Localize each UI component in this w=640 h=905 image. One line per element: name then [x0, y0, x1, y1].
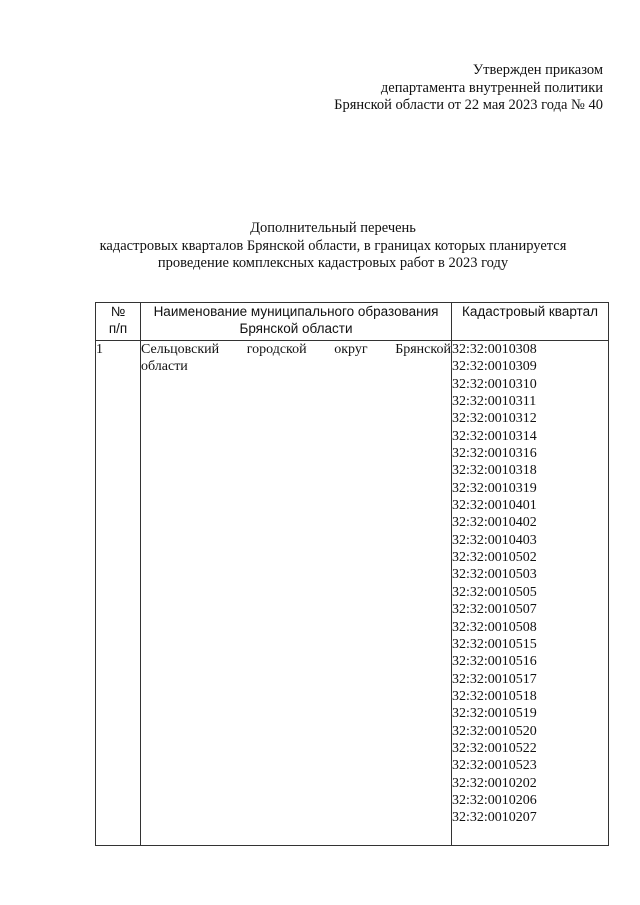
cadastral-quarter-item: 32:32:0010207 — [452, 810, 537, 826]
cadastral-quarter-item: 32:32:0010519 — [452, 706, 537, 722]
title-line-2: кадастровых кварталов Брянской области, в границах которых планируется — [99, 237, 567, 254]
title-line-1: Дополнительный перечень — [250, 220, 416, 236]
cadastral-quarters-table — [95, 302, 609, 846]
cadastral-quarter-item: 32:32:0010523 — [452, 758, 537, 774]
approval-line-3: Брянской области от 22 мая 2023 года № 40 — [334, 97, 603, 113]
municipality-name-line-2: области — [141, 359, 188, 375]
title-line-3: проведение комплексных кадастровых работ в 2023 году — [157, 255, 509, 271]
cadastral-quarter-item: 32:32:0010518 — [452, 688, 537, 704]
document-title — [0, 220, 640, 273]
column-header-number: № п/п — [96, 303, 141, 341]
column-header-municipality: Наименование муниципального образования Брянской области — [141, 303, 452, 341]
cadastral-quarter-item: 32:32:0010516 — [452, 654, 537, 670]
cadastral-quarter-item: 32:32:0010206 — [452, 792, 537, 808]
municipality-name — [141, 341, 452, 846]
cadastral-quarter-item: 32:32:0010402 — [452, 515, 537, 531]
cadastral-quarter-item: 32:32:0010308 — [452, 342, 537, 357]
approval-line-1: Утвержден приказом — [472, 62, 603, 78]
table-row — [96, 341, 609, 846]
cadastral-quarter-item: 32:32:0010202 — [452, 775, 537, 791]
cadastral-quarter-item: 32:32:0010311 — [452, 394, 537, 410]
row-number: 1 — [96, 341, 141, 846]
cadastral-quarter-item: 32:32:0010502 — [452, 550, 537, 566]
cadastral-quarter-item: 32:32:0010319 — [452, 480, 537, 496]
cadastral-quarter-item: 32:32:0010507 — [452, 602, 537, 618]
cadastral-quarter-item: 32:32:0010520 — [452, 723, 537, 739]
cadastral-quarter-list — [452, 341, 609, 846]
cadastral-quarter-item: 32:32:0010522 — [452, 740, 537, 756]
cadastral-quarter-item: 32:32:0010515 — [452, 636, 537, 652]
cadastral-quarter-item: 32:32:0010403 — [452, 532, 537, 548]
cadastral-quarter-item: 32:32:0010318 — [452, 463, 537, 479]
cadastral-quarter-item: 32:32:0010401 — [452, 498, 537, 514]
cadastral-quarter-item: 32:32:0010309 — [452, 359, 537, 375]
cadastral-quarter-item: 32:32:0010312 — [452, 411, 537, 427]
cadastral-quarter-item: 32:32:0010503 — [452, 567, 537, 583]
cadastral-quarter-item: 32:32:0010310 — [452, 376, 537, 392]
cadastral-quarter-item: 32:32:0010316 — [452, 446, 537, 462]
approval-line-2: департамента внутренней политики — [380, 79, 603, 96]
column-header-cadastral-quarter: Кадастровый квартал — [452, 303, 609, 341]
municipality-name-line-1: Сельцовский городской округ Брянской — [141, 342, 451, 357]
cadastral-quarter-item: 32:32:0010508 — [452, 619, 537, 635]
table-header-row — [96, 303, 609, 341]
cadastral-quarter-item: 32:32:0010314 — [452, 428, 537, 444]
cadastral-quarter-item: 32:32:0010517 — [452, 671, 537, 687]
approval-block — [334, 62, 603, 115]
cadastral-quarter-item: 32:32:0010505 — [452, 584, 537, 600]
